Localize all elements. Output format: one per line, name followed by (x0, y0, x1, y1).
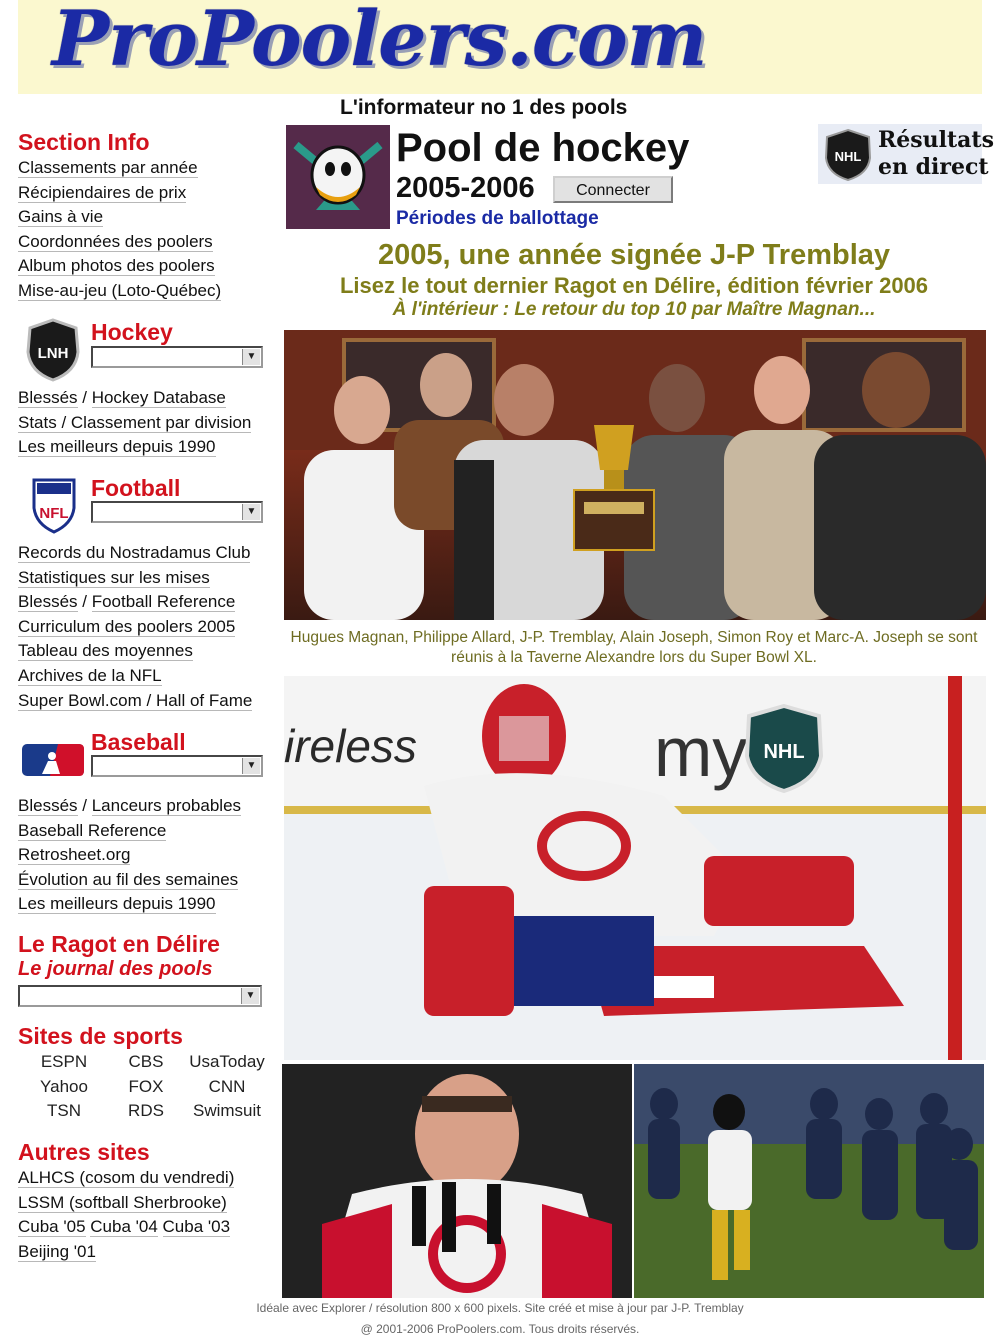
footer-copyright: @ 2001-2006 ProPoolers.com. Tous droits réservés. (360, 1322, 640, 1336)
mlb-logo-icon (22, 744, 84, 776)
goalie-photo (284, 676, 986, 1060)
photo-caption: Hugues Magnan, Philippe Allard, J-P. Tremblay, Alain Joseph, Simon Roy et Marc-A. Joseph se sont réunis à la Taverne Alexandre lors du Super Bowl XL. (290, 629, 978, 666)
sports-site-link[interactable]: ESPN (40, 1052, 88, 1071)
baseball-link[interactable]: Blessés (18, 796, 78, 815)
sports-site-link[interactable]: TSN (47, 1101, 81, 1121)
other-sites-link[interactable]: Cuba '04 (90, 1217, 158, 1237)
other-sites-link[interactable]: Cuba '03 (162, 1217, 231, 1237)
goalie-illustration (284, 676, 986, 1060)
football-illustration (634, 1064, 984, 1298)
baseball-row (18, 843, 241, 868)
chevron-down-icon[interactable]: ▼ (242, 504, 260, 520)
site-banner[interactable] (18, 0, 982, 94)
ragot-subtitle: Le journal des pools (18, 958, 213, 980)
rink-ad-right: my (654, 713, 748, 791)
other-sites-row (18, 1191, 234, 1216)
hockey-title: Hockey (91, 319, 173, 345)
periods-link[interactable]: Périodes de ballottage (396, 208, 599, 229)
football-row (18, 639, 252, 664)
hockey-link[interactable]: Hockey Database (91, 388, 226, 407)
group-photo-illustration (284, 330, 986, 620)
football-row (18, 689, 252, 714)
other-sites-row (18, 1166, 234, 1191)
live-results-label[interactable] (878, 127, 994, 181)
football-link[interactable]: Super Bowl.com / Hall of Fame (18, 690, 253, 710)
football-link[interactable]: Curriculum des poolers 2005 (18, 616, 236, 636)
baseball-row (18, 868, 241, 893)
sports-sites-section (18, 1022, 272, 1124)
section-info-link[interactable]: Mise-au-jeu (Loto-Québec) (18, 280, 222, 300)
chevron-down-icon[interactable]: ▼ (242, 349, 260, 365)
football-link[interactable]: Records du Nostradamus Club (18, 543, 251, 562)
hockey-link[interactable]: Les meilleurs depuis 1990 (18, 437, 216, 457)
other-sites-links (18, 1166, 234, 1264)
section-info-row (18, 230, 221, 255)
hockey-row (18, 411, 251, 436)
site-logo[interactable]: ProPoolers.com (52, 0, 707, 83)
headline-sub[interactable]: Lisez le tout dernier Ragot en Délire, édition février 2006 (339, 273, 929, 298)
section-info-row (18, 156, 221, 181)
pool-season: 2005-2006 (396, 172, 535, 204)
football-row (18, 615, 252, 640)
football-row (18, 664, 252, 689)
hockey-links (18, 386, 251, 460)
baseball-link[interactable]: Les meilleurs depuis 1990 (18, 894, 216, 914)
section-info-link[interactable]: Classements par année (18, 158, 198, 177)
chevron-down-icon[interactable]: ▼ (241, 988, 259, 1004)
section-info-row (18, 279, 221, 304)
sports-site-link[interactable]: FOX (128, 1076, 164, 1096)
football-action-photo (634, 1064, 984, 1298)
footer-note: Idéale avec Explorer / résolution 800 x 600 pixels. Site créé et mise à jour par J-P. Tremblay (256, 1301, 744, 1315)
live-results-line2: en direct (878, 154, 989, 180)
section-info-row (18, 205, 221, 230)
rink-ad-left: ireless (284, 720, 417, 772)
baseball-link[interactable]: Retrosheet.org (18, 845, 131, 865)
football-row: Blessés / Football Reference (18, 592, 236, 612)
other-sites-row (18, 1240, 234, 1265)
section-info-link[interactable]: Récipiendaires de prix (18, 182, 187, 202)
nfl-shield-icon (30, 474, 78, 534)
speaker-illustration (282, 1064, 632, 1298)
football-link[interactable]: Tableau des moyennes (18, 641, 193, 661)
ragot-select[interactable] (18, 985, 262, 1007)
section-info-links (18, 156, 221, 304)
baseball-link[interactable]: Baseball Reference (18, 820, 167, 840)
nfl-logo-text: NFL (39, 505, 69, 522)
baseball-link[interactable]: Lanceurs probables (91, 796, 242, 815)
hockey-link[interactable]: Stats / Classement par division (18, 412, 252, 432)
nhl-shield-icon (822, 128, 874, 182)
baseball-row (18, 819, 241, 844)
football-link[interactable]: Statistiques sur les mises (18, 567, 210, 587)
sports-site-link[interactable]: Yahoo (40, 1076, 88, 1096)
baseball-select[interactable] (91, 755, 263, 777)
ducks-logo (286, 125, 390, 229)
section-info-title: Section Info (18, 129, 150, 155)
speaker-photo (282, 1064, 632, 1298)
duck-mask-icon (286, 125, 390, 229)
section-info-link[interactable]: Album photos des poolers (18, 256, 215, 276)
lnh-logo-text: LNH (37, 345, 69, 362)
football-links (18, 541, 252, 713)
football-section (18, 474, 278, 540)
hockey-row: Blessés / Hockey Database (18, 388, 226, 407)
hockey-select[interactable] (91, 346, 263, 368)
sports-sites-grid (18, 1050, 272, 1124)
other-sites-link[interactable]: ALHCS (cosom du vendredi) (18, 1168, 235, 1187)
football-link[interactable]: Archives de la NFL (18, 665, 162, 685)
other-sites-link[interactable]: Beijing '01 (18, 1241, 96, 1261)
baseball-title: Baseball (91, 729, 186, 755)
sports-site-link[interactable]: Swimsuit (192, 1101, 261, 1121)
other-sites-link[interactable]: Cuba '05 (18, 1217, 86, 1237)
hockey-row (18, 435, 251, 460)
group-trophy-photo (284, 330, 986, 620)
headline-inside: À l'intérieur : Le retour du top 10 par Maître Magnan... (392, 299, 876, 320)
football-title: Football (91, 475, 181, 501)
connect-button[interactable]: Connecter (553, 176, 673, 203)
live-results-line1: Résultats (878, 127, 994, 153)
section-info-row (18, 254, 221, 279)
sports-site-link[interactable]: CBS (128, 1052, 164, 1071)
baseball-links (18, 794, 241, 917)
baseball-link[interactable]: Évolution au fil des semaines (18, 869, 239, 889)
other-sites-section (18, 1138, 234, 1264)
sports-site-link[interactable]: UsaToday (189, 1052, 265, 1071)
pool-title[interactable]: Pool de hockey (396, 126, 690, 170)
other-sites-link[interactable]: LSSM (softball Sherbrooke) (18, 1192, 227, 1212)
section-info (18, 128, 221, 304)
hockey-link[interactable]: Blessés (18, 388, 78, 407)
baseball-row: Blessés / Lanceurs probables (18, 796, 242, 815)
football-link[interactable]: Football Reference (91, 592, 236, 612)
ragot-title[interactable]: Le Ragot en Délire (18, 931, 220, 957)
rink-nhl-logo: NHL (763, 741, 805, 763)
other-sites-row (18, 1215, 234, 1240)
section-info-link[interactable]: Coordonnées des poolers (18, 231, 213, 251)
other-sites-title: Autres sites (18, 1139, 150, 1165)
headline-main[interactable]: 2005, une année signée J-P Tremblay (377, 239, 891, 271)
site-tagline: L'informateur no 1 des pools (340, 96, 628, 119)
chevron-down-icon[interactable]: ▼ (242, 758, 260, 774)
lnh-shield-icon (24, 318, 82, 382)
football-row (18, 541, 252, 566)
sports-site-link[interactable]: CNN (208, 1076, 246, 1096)
nhl-logo-text: NHL (834, 149, 862, 164)
ragot-section (18, 930, 278, 1007)
section-info-row (18, 181, 221, 206)
football-row (18, 566, 252, 591)
section-info-link[interactable]: Gains à vie (18, 207, 104, 227)
baseball-row (18, 892, 241, 917)
baseball-section (18, 728, 278, 788)
football-link[interactable]: Blessés (18, 592, 78, 612)
sports-site-link[interactable]: RDS (128, 1101, 164, 1121)
football-select[interactable] (91, 501, 263, 523)
sports-sites-title: Sites de sports (18, 1023, 183, 1049)
